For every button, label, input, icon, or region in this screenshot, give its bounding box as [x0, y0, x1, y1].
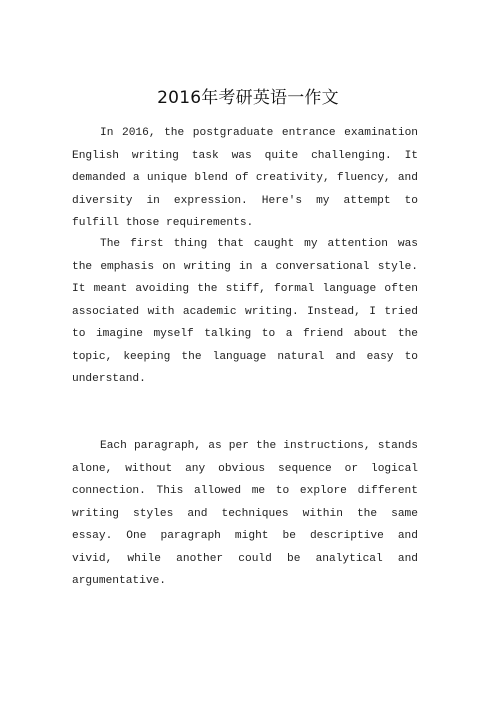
paragraph-2: The first thing that caught my attention was the emphasis on writing in a conversational style. It meant avoiding the stiff, formal language often associated with academic writing. Instead, I tried to imagine myself talking to a friend about the topic, keeping the language natural and easy to understand. — [72, 238, 418, 385]
document-title: 2016年考研英语一作文 — [157, 88, 339, 108]
paragraph-1: In 2016, the postgraduate entrance examination English writing task was quite challenging. It demanded a unique blend of creativity, fluency, and diversity in expression. Here's my attempt to fulfill those requirements. — [72, 127, 418, 229]
paragraph-3: Each paragraph, as per the instructions, stands alone, without any obvious sequence or logical connection. This allowed me to explore different writing styles and techniques within the same essay. One paragraph might be descriptive and vivid, while another could be analytical and argumentative. — [72, 440, 418, 587]
